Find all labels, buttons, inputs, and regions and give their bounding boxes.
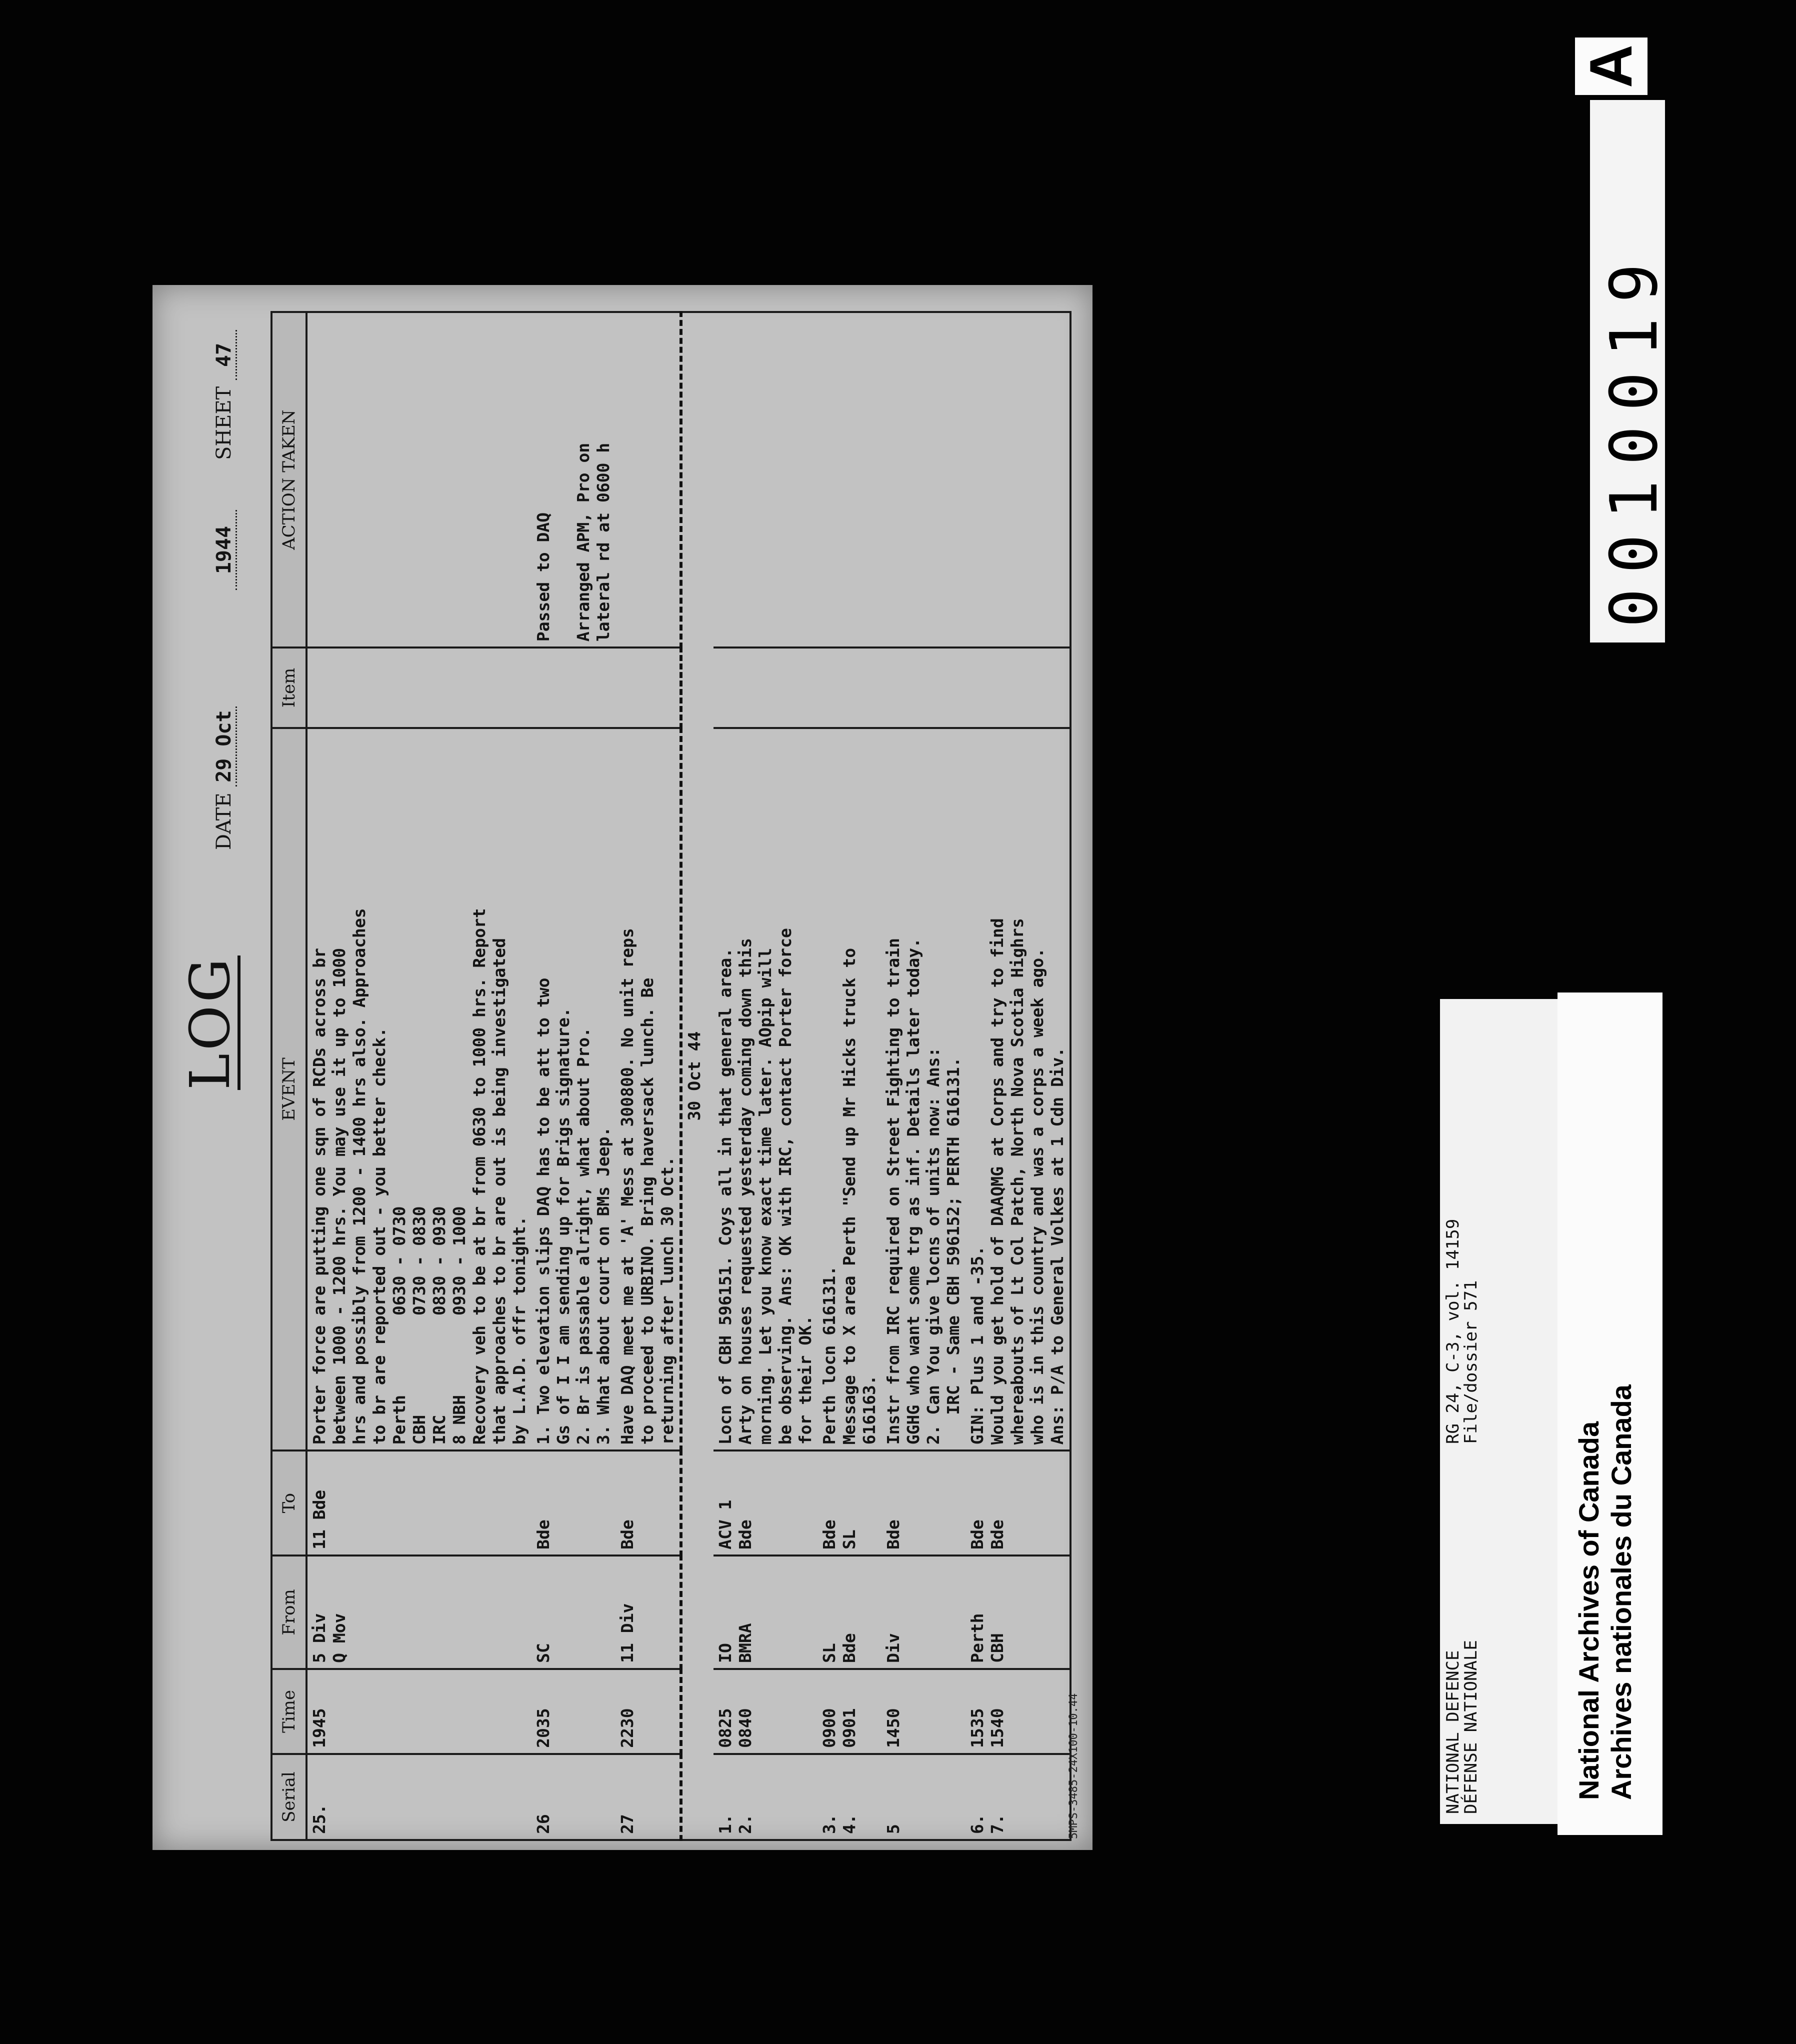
time-cell: 0900 0901 xyxy=(818,1669,882,1754)
sheet-number-field xyxy=(212,330,237,460)
to-cell: ACV 1 Bde xyxy=(714,1450,818,1556)
date-separator-row xyxy=(681,312,714,1840)
table-row xyxy=(616,312,681,1840)
date-label: DATE xyxy=(212,792,236,850)
to-cell: Bde SL xyxy=(818,1450,882,1556)
table-row xyxy=(966,312,1070,1840)
log-header-row xyxy=(272,312,306,1840)
to-cell: Bde xyxy=(616,1450,681,1556)
serial-cell: 3. 4. xyxy=(818,1754,882,1840)
col-to: To xyxy=(272,1450,306,1556)
to-cell: 11 Bde xyxy=(306,1450,532,1556)
date-separator: 30 Oct 44 xyxy=(681,312,714,1840)
col-serial: Serial xyxy=(272,1754,306,1840)
sheet-value: 47 xyxy=(212,330,237,380)
event-cell: Instr from IRC required on Street Fighting to train GGHG who want some trg as inf. Details later today. 2. Can You give locns of units now: Ans: IRC - Same CBH 596152; PERTH 616131. xyxy=(882,728,966,1451)
national-defence-label xyxy=(1440,999,1560,1824)
from-cell: SL Bde xyxy=(818,1556,882,1669)
action-cell xyxy=(818,312,882,648)
date-value: 29 Oct xyxy=(212,706,237,786)
national-archives-label xyxy=(1558,992,1662,1835)
time-cell: 1535 1540 xyxy=(966,1669,1070,1754)
col-time: Time xyxy=(272,1669,306,1754)
serial-cell: 26 xyxy=(532,1754,616,1840)
col-item: Item xyxy=(272,648,306,728)
nd-line-2: DÉFENSE NATIONALE xyxy=(1461,1640,1481,1814)
event-cell: Have DAQ meet me at 'A' Mess at 300800. No unit reps to proceed to URBINO. Bring haversack lunch. Be returning after lunch 30 Oct. xyxy=(616,728,681,1451)
event-cell: Locn of CBH 596151. Coys all in that general area. Arty on houses requested yesterday coming down this morning. Let you know exact time later. AOpip will be observing. Ans: OK with IRC, contact Porter force for their OK. xyxy=(714,728,818,1451)
table-row xyxy=(306,312,532,1840)
action-cell xyxy=(306,312,532,648)
to-cell: Bde xyxy=(882,1450,966,1556)
time-cell: 2230 xyxy=(616,1669,681,1754)
time-cell: 2035 xyxy=(532,1669,616,1754)
item-cell xyxy=(616,648,681,728)
time-cell: 0825 0840 xyxy=(714,1669,818,1754)
time-cell: 1945 xyxy=(306,1669,532,1754)
from-cell: IO BMRA xyxy=(714,1556,818,1669)
from-cell: 5 Div Q Mov xyxy=(306,1556,532,1669)
frame-tag: A xyxy=(1575,38,1648,95)
year-field xyxy=(212,510,237,590)
action-cell xyxy=(966,312,1070,648)
item-cell xyxy=(818,648,882,728)
col-event: EVENT xyxy=(272,728,306,1451)
col-action: ACTION TAKEN xyxy=(272,312,306,648)
from-cell: Div xyxy=(882,1556,966,1669)
to-cell: Bde Bde xyxy=(966,1450,1070,1556)
serial-cell: 5 xyxy=(882,1754,966,1840)
action-cell: Passed to DAQ Arranged APM, Pro on lateral rd at 0600 h xyxy=(532,312,616,648)
year-value: 1944 xyxy=(212,510,237,590)
log-table xyxy=(270,311,1072,1841)
event-cell: Porter force are putting one sqn of RCDs across br between 1000 - 1200 hrs. You may use it up to 1000 hrs and possibly from 1200 - 1400 hrs also. Approaches to br are reported out - you better check. Perth 0630 - 0730 CBH 0730 - 0830 IRC 0830 - 0930 8 NBH 0930 - 1000 Recovery veh to be at br from 0630 to 1000 hrs. Report that approaches to br are out is being investigated by L.A.D. offr tonight. xyxy=(306,728,532,1451)
event-cell: 1. Two elevation slips DAQ has to be att to two Gs of I I am sending up for Brigs signature. 2. Br is passable alright, what about Pro. 3. What about court on BMs Jeep. xyxy=(532,728,616,1451)
action-cell xyxy=(714,312,818,648)
item-cell xyxy=(306,648,532,728)
item-cell xyxy=(966,648,1070,728)
event-cell: GIN: Plus 1 and -35. Would you get hold of DAAQMG at Corps and try to find whereabouts of Lt Col Patch, North Nova Scotia Highrs who is in this country and was a corps a week ago. Ans: P/A to General Volkes at 1 Cdn Div. xyxy=(966,728,1070,1451)
from-cell: Perth CBH xyxy=(966,1556,1070,1669)
frame-id: 0010019 xyxy=(1596,248,1672,628)
action-cell xyxy=(882,312,966,648)
nac-line-2: Archives nationales du Canada xyxy=(1606,1384,1637,1800)
from-cell: SC xyxy=(532,1556,616,1669)
col-from: From xyxy=(272,1556,306,1669)
item-cell xyxy=(714,648,818,728)
item-cell xyxy=(532,648,616,728)
reference-line-1: RG 24, C-3, vol. 14159 xyxy=(1443,1218,1463,1444)
event-cell: Perth locn 616131. Message to X area Perth "Send up Mr Hicks truck to 616163. xyxy=(818,728,882,1451)
serial-cell: 25. xyxy=(306,1754,532,1840)
table-row xyxy=(882,312,966,1840)
frame-id-label xyxy=(1590,100,1672,642)
sheet-label: SHEET xyxy=(212,386,236,460)
serial-cell: 27 xyxy=(616,1754,681,1840)
date-field xyxy=(212,706,237,850)
serial-cell: 6. 7. xyxy=(966,1754,1070,1840)
serial-cell: 1. 2. xyxy=(714,1754,818,1840)
log-sheet xyxy=(152,285,1092,1850)
to-cell: Bde xyxy=(532,1450,616,1556)
table-row xyxy=(818,312,882,1840)
action-cell xyxy=(616,312,681,648)
table-row xyxy=(532,312,616,1840)
table-row xyxy=(714,312,818,1840)
log-title: LOG xyxy=(178,955,242,1090)
reference-line-2: File/dossier 571 xyxy=(1461,1280,1481,1444)
form-number: 5MPS-3485-24X100-10.44 xyxy=(1068,1693,1080,1839)
from-cell: 11 Div xyxy=(616,1556,681,1669)
nac-line-1: National Archives of Canada xyxy=(1573,1421,1604,1800)
time-cell: 1450 xyxy=(882,1669,966,1754)
item-cell xyxy=(882,648,966,728)
sheet-header xyxy=(152,285,262,1850)
nd-line-1: NATIONAL DEFENCE xyxy=(1443,1650,1463,1814)
